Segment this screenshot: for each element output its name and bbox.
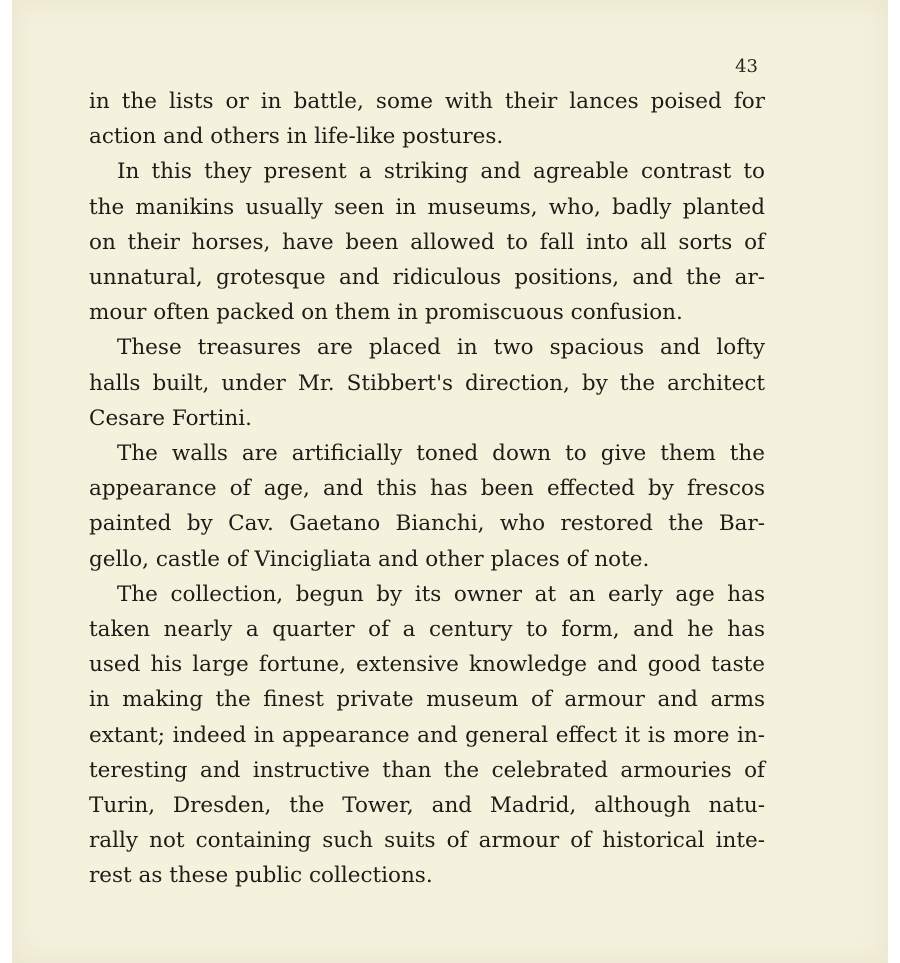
- text-line: These treasures are placed in two spacious and lofty: [117, 335, 765, 361]
- text-line: the manikins usually seen in museums, who, badly planted: [89, 194, 765, 220]
- text-line: in the lists or in battle, some with their lances poised for: [89, 89, 765, 114]
- page-number: 43: [735, 56, 758, 77]
- text-line: in making the finest private museum of armour and arms: [89, 687, 765, 713]
- text-line: unnatural, grotesque and ridiculous positions, and the ar-: [89, 265, 765, 291]
- text-line: gello, castle of Vincigliata and other places of note.: [89, 546, 650, 572]
- book-page: [12, 0, 888, 963]
- text-line: rest as these public collections.: [89, 863, 433, 889]
- text-line: used his large fortune, extensive knowledge and good taste: [89, 652, 765, 678]
- paragraph-1: [89, 84, 765, 154]
- text-line: appearance of age, and this has been effected by frescos: [89, 476, 765, 502]
- text-line: Cesare Fortini.: [89, 405, 252, 431]
- text-line: action and others in life-like postures.: [89, 124, 504, 150]
- text-line: on their horses, have been allowed to fall into all sorts of: [89, 229, 765, 255]
- text-line: The walls are artificially toned down to give them the: [117, 441, 765, 467]
- text-line: halls built, under Mr. Stibbert's direction, by the architect: [89, 370, 765, 396]
- body-text: [89, 84, 765, 894]
- text-line: extant; indeed in appearance and general effect it is more in-: [89, 722, 765, 748]
- text-line: rally not containing such suits of armour of historical inte-: [89, 828, 765, 854]
- text-line: The collection, begun by its owner at an early age has: [117, 581, 765, 607]
- paragraph-3: [89, 330, 765, 436]
- paragraph-4: [89, 436, 765, 577]
- text-line: Turin, Dresden, the Tower, and Madrid, although natu-: [89, 793, 765, 819]
- paragraph-2: [89, 154, 765, 330]
- text-line: In this they present a striking and agreable contrast to: [117, 159, 765, 185]
- paragraph-5: [89, 577, 765, 894]
- text-line: mour often packed on them in promiscuous confusion.: [89, 300, 683, 326]
- text-line: teresting and instructive than the celebrated armouries of: [89, 757, 765, 783]
- text-line: painted by Cav. Gaetano Bianchi, who restored the Bar-: [89, 511, 765, 537]
- text-line: taken nearly a quarter of a century to form, and he has: [89, 617, 765, 643]
